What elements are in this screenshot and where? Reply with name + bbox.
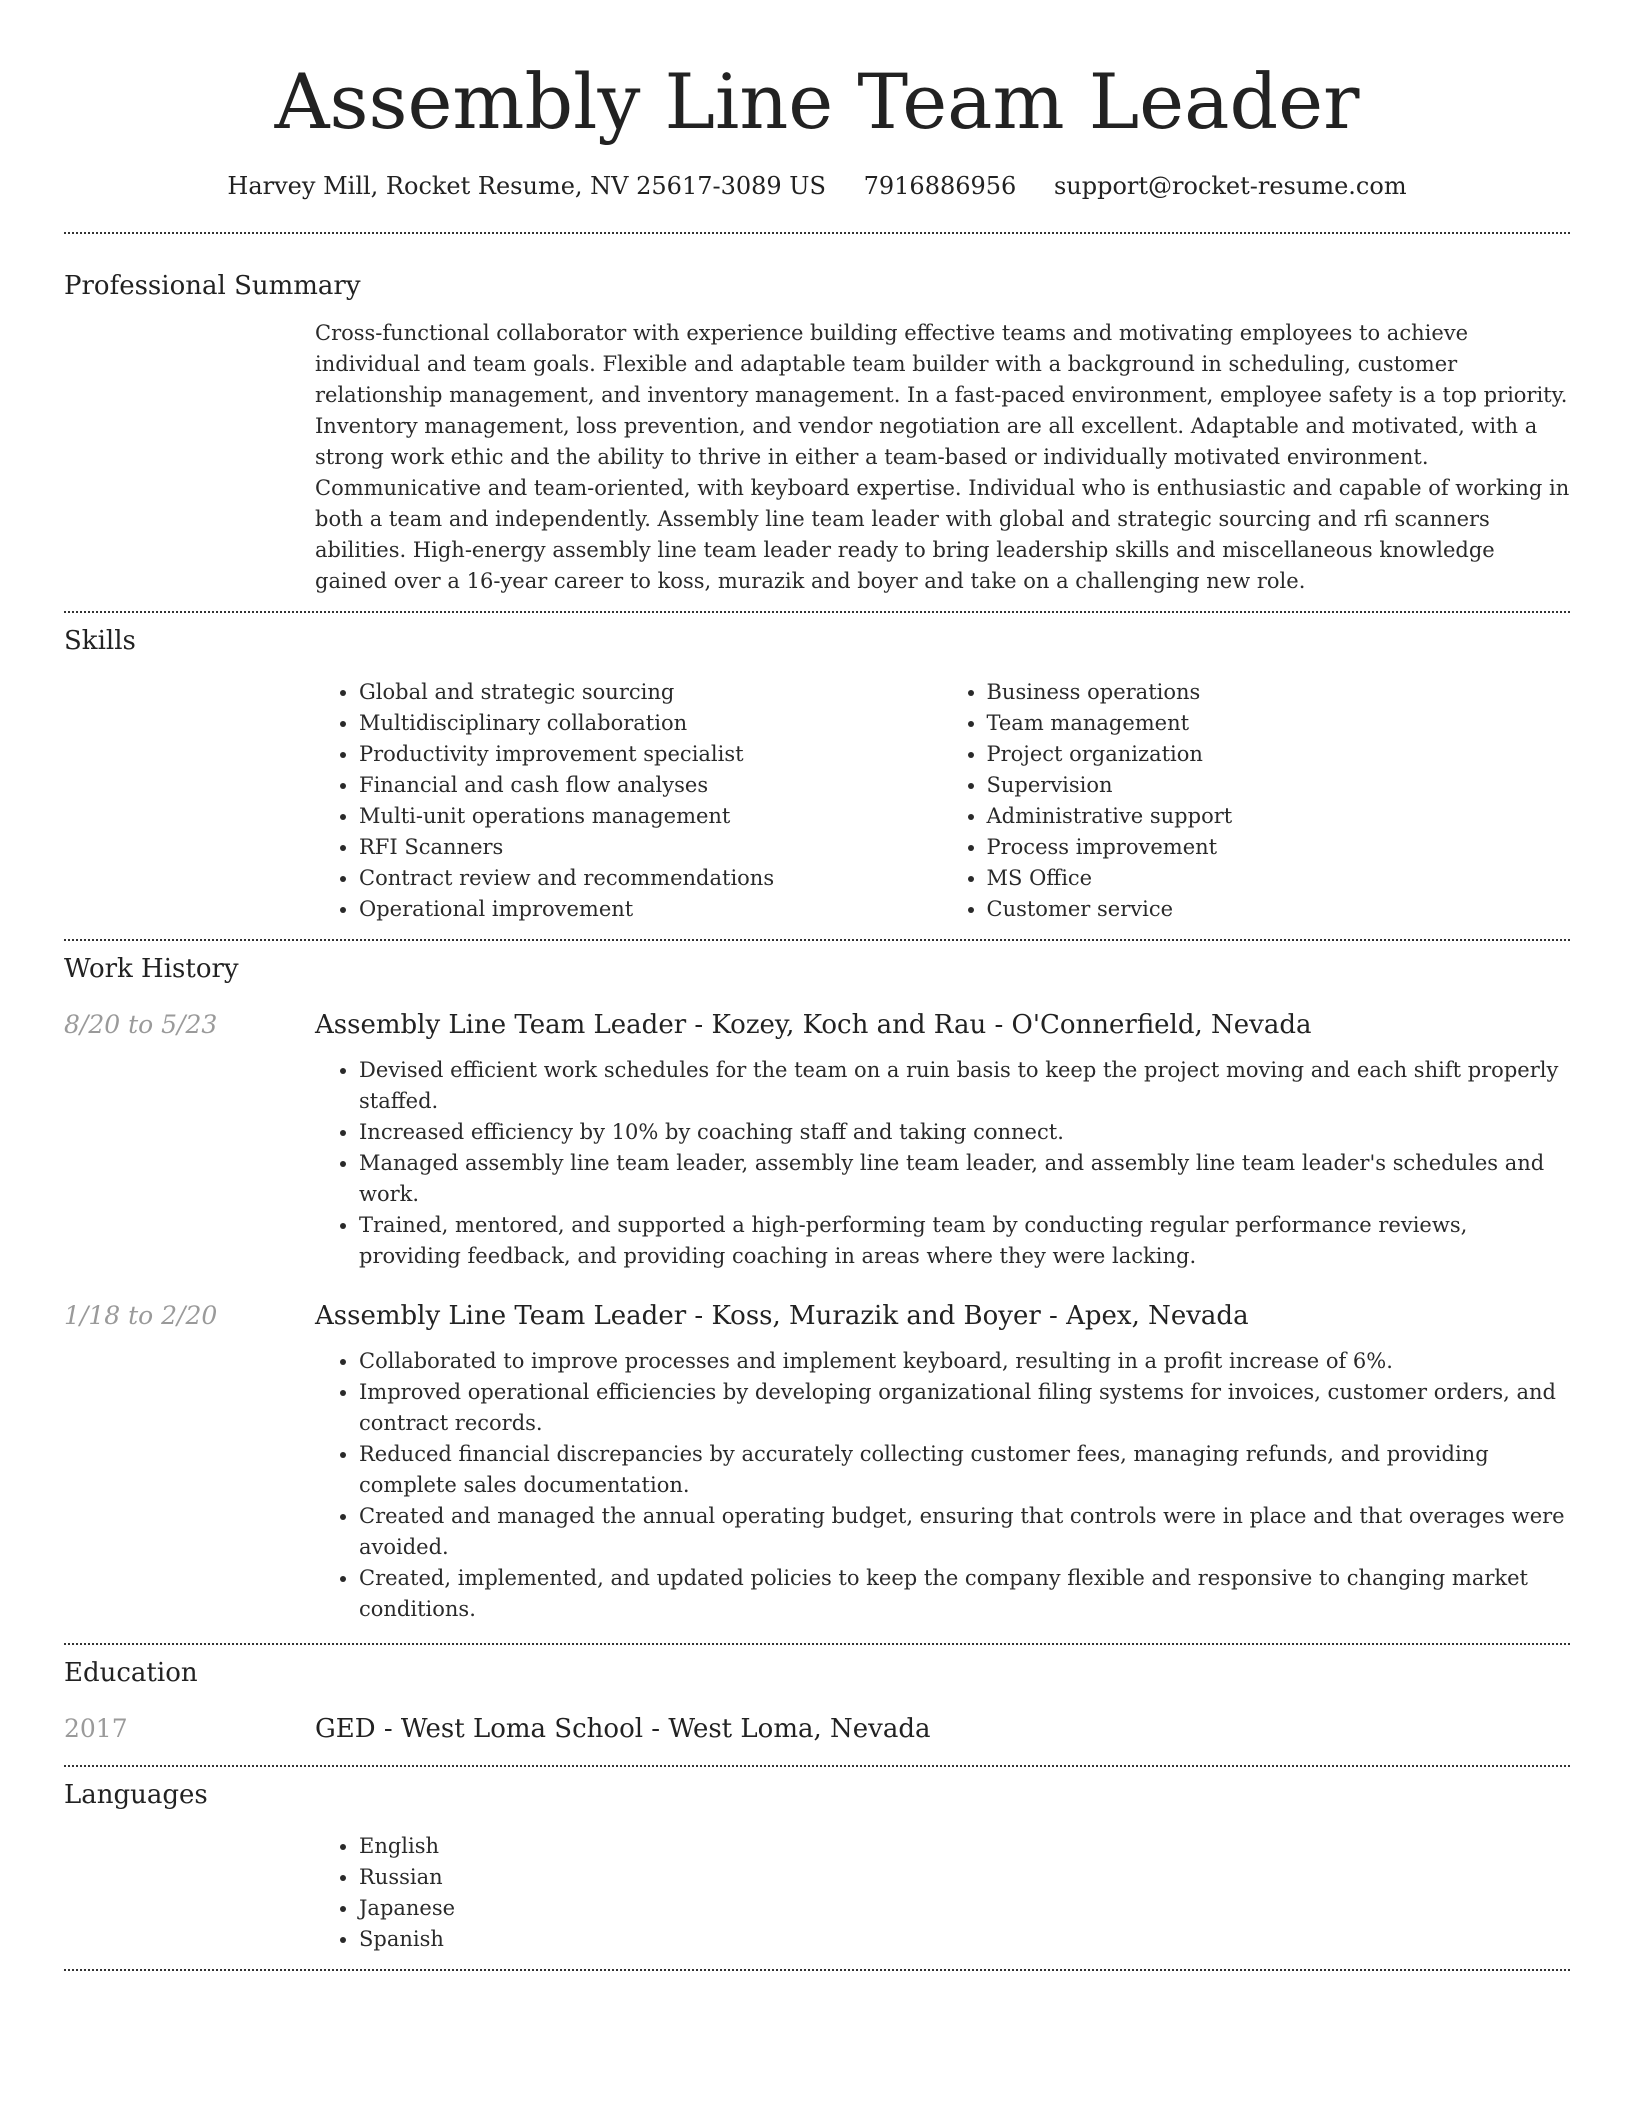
job-entry	[64, 1298, 1570, 1625]
skill-item: • Process improvement	[987, 832, 1571, 863]
divider	[64, 232, 1570, 234]
skill-item: • Customer service	[987, 894, 1571, 925]
language-item: • English	[359, 1831, 1570, 1862]
job-details	[315, 1055, 1570, 1272]
section-title-languages: Languages	[64, 1780, 208, 1810]
skill-item: • Supervision	[987, 770, 1571, 801]
skill-item: • Productivity improvement specialist	[359, 739, 943, 770]
skills-section	[64, 623, 1570, 925]
job-bullet: • Trained, mentored, and supported a high-performing team by conducting regular performance reviews, providing feedback, and providing coaching in areas where they were lacking.	[359, 1210, 1570, 1272]
education-year: 2017	[64, 1714, 128, 1743]
job-dates: 8/20 to 5/23	[64, 1010, 218, 1039]
job-dates: 1/18 to 2/20	[64, 1301, 218, 1330]
language-item: • Russian	[359, 1862, 1570, 1893]
skill-item: • Global and strategic sourcing	[359, 677, 943, 708]
job-bullet: • Increased efficiency by 10% by coaching staff and taking connect.	[359, 1117, 1570, 1148]
section-title-skills: Skills	[64, 626, 136, 656]
divider	[64, 1643, 1570, 1645]
job-bullet: • Improved operational efficiencies by developing organizational filing systems for invoices, customer orders, and contract records.	[359, 1377, 1570, 1439]
job-bullets	[315, 1346, 1570, 1625]
skill-item: • Administrative support	[987, 801, 1571, 832]
skills-list-left	[315, 677, 943, 925]
job-heading: Assembly Line Team Leader - Koss, Murazik and Boyer - Apex, Nevada	[315, 1301, 1249, 1331]
job-header	[64, 1298, 1570, 1334]
skill-item: • RFI Scanners	[359, 832, 943, 863]
job-bullet: • Reduced financial discrepancies by accurately collecting customer fees, managing refunds, and providing complete sales documentation.	[359, 1439, 1570, 1501]
contact-address: Harvey Mill, Rocket Resume, NV 25617-3089 US	[227, 172, 826, 200]
education-entry	[64, 1711, 1570, 1747]
skill-item: • Team management	[987, 708, 1571, 739]
contact-phone: 7916886956	[863, 172, 1017, 200]
section-title-education: Education	[64, 1658, 198, 1688]
skills-list-right	[943, 677, 1571, 925]
skill-item: • Multidisciplinary collaboration	[359, 708, 943, 739]
skill-item: • Business operations	[987, 677, 1571, 708]
job-bullet: • Devised efficient work schedules for the team on a ruin basis to keep the project moving and each shift properly staffed.	[359, 1055, 1570, 1117]
languages-list	[315, 1831, 1570, 1955]
skill-item: • MS Office	[987, 863, 1571, 894]
job-heading: Assembly Line Team Leader - Kozey, Koch and Rau - O'Connerfield, Nevada	[315, 1010, 1312, 1040]
skill-item: • Financial and cash flow analyses	[359, 770, 943, 801]
education-section	[64, 1655, 1570, 1747]
resume-page	[64, 0, 1570, 1971]
job-bullets	[315, 1055, 1570, 1272]
languages-content	[315, 1831, 1570, 1955]
skill-item: • Operational improvement	[359, 894, 943, 925]
divider	[64, 1969, 1570, 1971]
job-bullet: • Collaborated to improve processes and implement keyboard, resulting in a profit increase of 6%.	[359, 1346, 1570, 1377]
contact-email: support@rocket-resume.com	[1053, 172, 1407, 200]
job-entry	[64, 1007, 1570, 1272]
summary-section	[64, 268, 1570, 597]
job-bullet: • Managed assembly line team leader, assembly line team leader, and assembly line team leader's schedules and work.	[359, 1148, 1570, 1210]
divider	[64, 611, 1570, 613]
languages-section	[64, 1777, 1570, 1955]
section-title-work: Work History	[64, 954, 239, 984]
job-header	[64, 1007, 1570, 1043]
language-item: • Spanish	[359, 1924, 1570, 1955]
divider	[64, 939, 1570, 941]
divider	[64, 1765, 1570, 1767]
education-heading: GED - West Loma School - West Loma, Nevada	[315, 1714, 931, 1744]
summary-text: Cross-functional collaborator with experience building effective teams and motivating employees to achieve individual and team goals. Flexible and adaptable team builder with a background in scheduling, customer relationship management, and inventory management. In a fast-paced environment, employee safety is a top priority. Inventory management, loss prevention, and vendor negotiation are all excellent. Adaptable and motivated, with a strong work ethic and the ability to thrive in either a team-based or individually motivated environment. Communicative and team-oriented, with keyboard expertise. Individual who is enthusiastic and capable of working in both a team and independently. Assembly line team leader with global and strategic sourcing and rfi scanners abilities. High-energy assembly line team leader ready to bring leadership skills and miscellaneous knowledge gained over a 16-year career to koss, murazik and boyer and take on a challenging new role.	[315, 321, 1570, 593]
job-bullet: • Created, implemented, and updated policies to keep the company flexible and responsive to changing market conditions.	[359, 1563, 1570, 1625]
job-bullet: • Created and managed the annual operating budget, ensuring that controls were in place and that overages were avoided.	[359, 1501, 1570, 1563]
language-item: • Japanese	[359, 1893, 1570, 1924]
resume-name: Assembly Line Team Leader	[274, 57, 1360, 146]
summary-content	[315, 318, 1570, 597]
skill-item: • Contract review and recommendations	[359, 863, 943, 894]
skill-item: • Project organization	[987, 739, 1571, 770]
job-details	[315, 1346, 1570, 1625]
section-title-summary: Professional Summary	[64, 271, 361, 301]
contact-line	[64, 168, 1570, 204]
skills-columns	[315, 677, 1570, 925]
work-section	[64, 951, 1570, 1625]
skill-item: • Multi-unit operations management	[359, 801, 943, 832]
